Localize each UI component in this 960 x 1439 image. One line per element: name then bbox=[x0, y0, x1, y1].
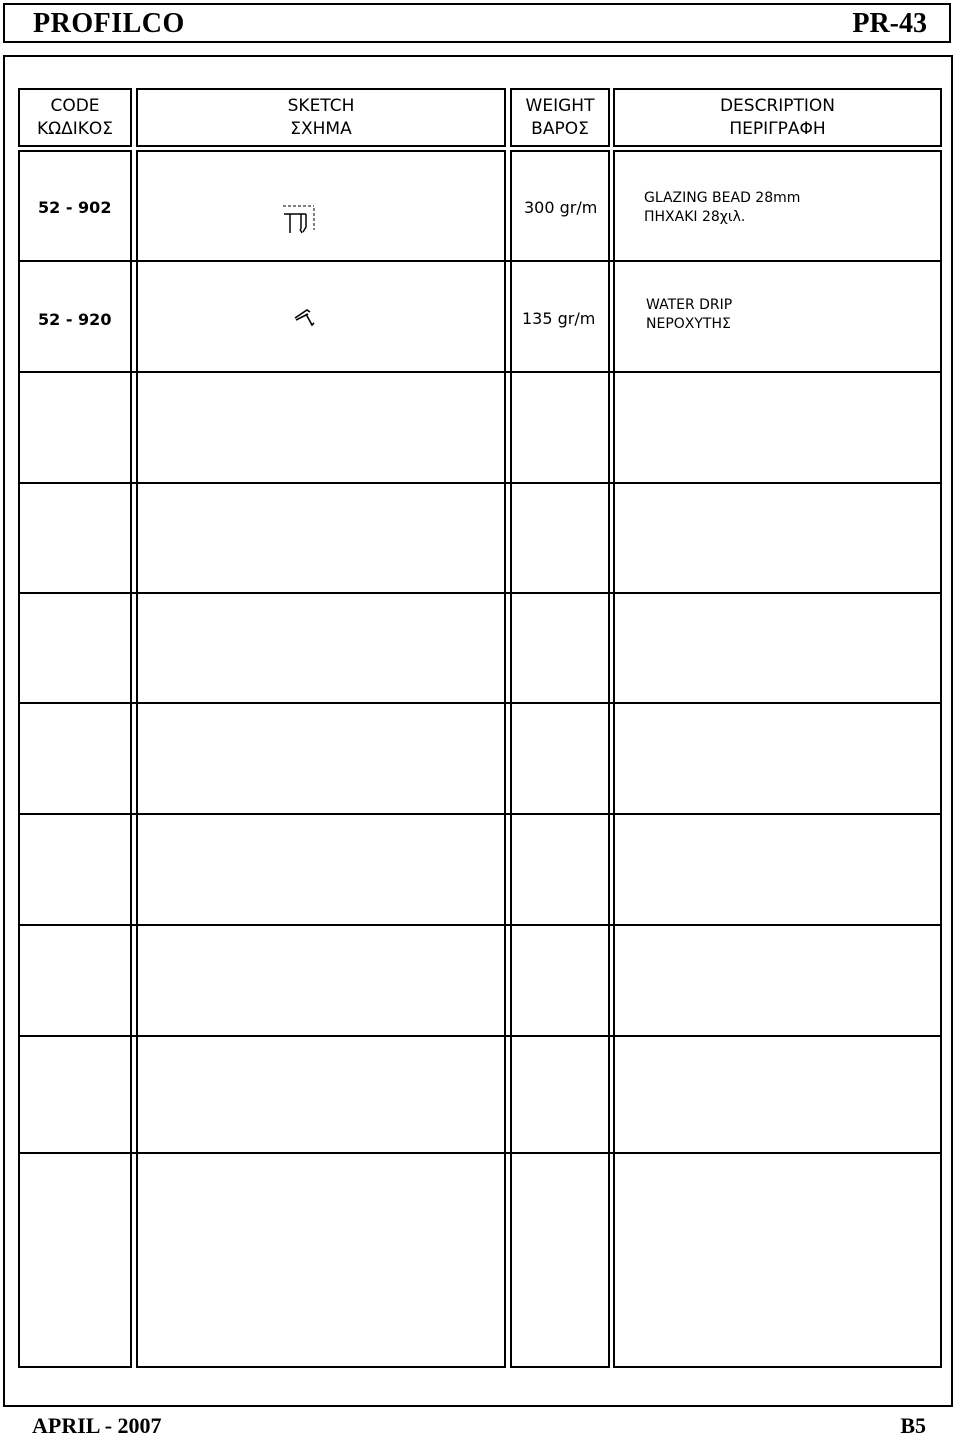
row-1-code: 52 - 902 bbox=[38, 198, 112, 217]
row-2-description bbox=[646, 296, 732, 334]
row-2-description-en: WATER DRIP bbox=[646, 297, 733, 313]
header-weight bbox=[510, 88, 610, 147]
header-code-en: CODE bbox=[50, 96, 100, 116]
header-description-en: DESCRIPTION bbox=[719, 96, 836, 116]
header-description bbox=[613, 88, 942, 147]
row-1-description bbox=[644, 189, 800, 227]
row-2-description-gr: ΝΕΡΟΧΥΤΗΣ bbox=[646, 316, 731, 332]
footer-page-number: B5 bbox=[900, 1413, 926, 1438]
page-code: PR-43 bbox=[852, 8, 927, 39]
header-sketch-en: SKETCH bbox=[287, 96, 355, 116]
glazing-bead-sketch-icon bbox=[281, 203, 317, 237]
row-2-code: 52 - 920 bbox=[38, 310, 112, 329]
header-code bbox=[18, 88, 132, 147]
header-weight-gr: ΒΑΡΟΣ bbox=[531, 119, 589, 139]
header-sketch-gr: ΣΧΗΜΑ bbox=[290, 119, 352, 139]
header-weight-en: WEIGHT bbox=[525, 96, 595, 116]
sketch-column bbox=[136, 150, 506, 1368]
header-sketch bbox=[136, 88, 506, 147]
weight-column bbox=[510, 150, 610, 1368]
brand-name: PROFILCO bbox=[33, 8, 185, 39]
header-code-gr: ΚΩΔΙΚΟΣ bbox=[36, 119, 114, 139]
row-1-weight: 300 gr/m bbox=[524, 198, 598, 217]
footer-date: APRIL - 2007 bbox=[32, 1413, 162, 1438]
title-bar bbox=[3, 3, 951, 43]
row-1-description-en: GLAZING BEAD 28mm bbox=[644, 190, 801, 206]
row-1-description-gr: ΠΗΧΑΚΙ 28χιλ. bbox=[644, 209, 746, 225]
row-2-weight: 135 gr/m bbox=[522, 309, 596, 328]
header-description-gr: ΠΕΡΙΓΡΑΦΗ bbox=[729, 119, 826, 139]
code-column bbox=[18, 150, 132, 1368]
water-drip-sketch-icon bbox=[293, 306, 317, 328]
